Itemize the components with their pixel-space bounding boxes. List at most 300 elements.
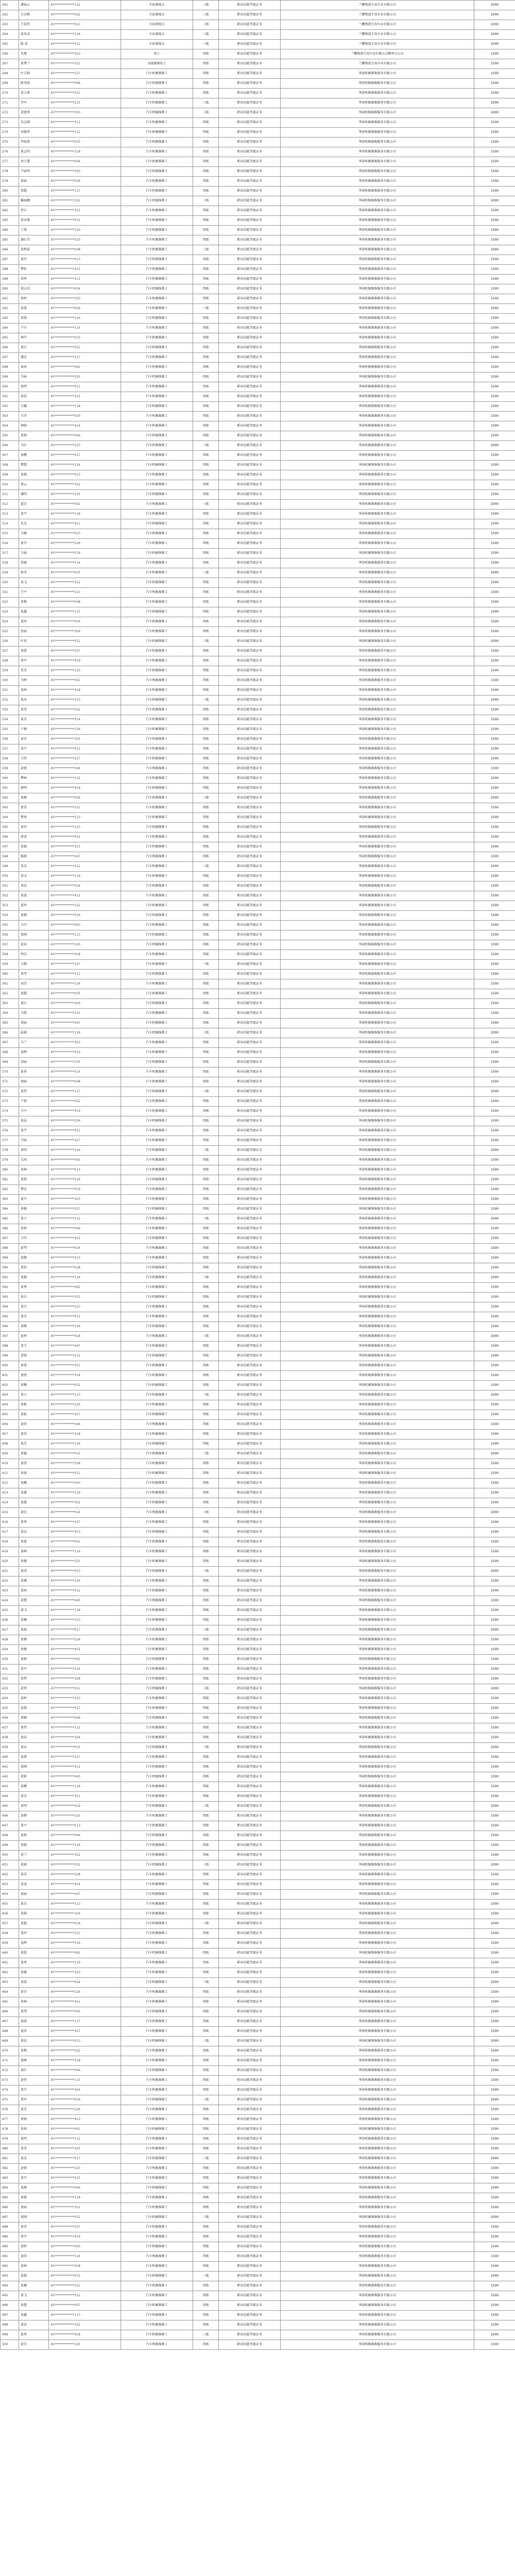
table-row xyxy=(1,1968,515,1978)
occupation-cell: 汽车机械维修工 xyxy=(121,1802,193,1811)
employer-cell: 华裕机械维修服务有限公司 xyxy=(281,1244,474,1253)
id-number-cell: 45*************514 xyxy=(49,715,121,725)
subsidy-amount-cell: 1500 xyxy=(474,372,515,382)
row-number-cell: 298 xyxy=(1,363,19,372)
id-number-cell: 45*************222 xyxy=(49,196,121,206)
id-number-cell: 45*************042 xyxy=(49,1655,121,1665)
occupation-cell: 汽车机械维修工 xyxy=(121,1841,193,1851)
occupation-cell: 汽车机械维修工 xyxy=(121,911,193,921)
certificate-type-cell: 职业技能等级证书 xyxy=(219,265,281,275)
row-number-cell: 302 xyxy=(1,402,19,412)
table-row xyxy=(1,500,515,510)
skill-level-cell: 四级 xyxy=(193,2066,219,2076)
skill-level-cell: 四级 xyxy=(193,1234,219,1244)
employer-cell: 华裕机械维修服务有限公司 xyxy=(281,1762,474,1772)
row-number-cell: 455 xyxy=(1,1900,19,1909)
table-row xyxy=(1,1322,515,1332)
row-number-cell: 450 xyxy=(1,1851,19,1860)
occupation-cell: 汽车机械维修工 xyxy=(121,1381,193,1391)
person-name-cell: 黄宏 xyxy=(19,2037,49,2046)
certificate-type-cell: 职业技能等级证书 xyxy=(219,1743,281,1753)
subsidy-amount-cell: 1500 xyxy=(474,1263,515,1273)
row-number-cell: 297 xyxy=(1,353,19,363)
row-number-cell: 361 xyxy=(1,979,19,989)
row-number-cell: 332 xyxy=(1,696,19,705)
subsidy-amount-cell: 2000 xyxy=(474,98,515,108)
id-number-cell: 45*************228 xyxy=(49,1870,121,1880)
id-number-cell: 45*************213 xyxy=(49,588,121,598)
id-number-cell: 45*************022 xyxy=(49,1097,121,1107)
person-name-cell: 黄鹏 xyxy=(19,451,49,461)
certificate-type-cell: 职业技能等级证书 xyxy=(219,1841,281,1851)
certificate-type-cell: 职业技能等级证书 xyxy=(219,656,281,666)
subsidy-amount-cell: 1500 xyxy=(474,49,515,59)
skill-level-cell: 四级 xyxy=(193,2115,219,2125)
occupation-cell: 汽车机械维修工 xyxy=(121,216,193,226)
skill-level-cell: 四级 xyxy=(193,206,219,216)
id-number-cell: 45*************022 xyxy=(49,10,121,20)
subsidy-amount-cell: 1500 xyxy=(474,1165,515,1175)
skill-level-cell: 四级 xyxy=(193,549,219,558)
row-number-cell: 303 xyxy=(1,412,19,421)
person-name-cell: 黄雅 xyxy=(19,1635,49,1645)
employer-cell: 华裕机械维修服务有限公司 xyxy=(281,627,474,637)
employer-cell: 华裕机械维修服务有限公司 xyxy=(281,2223,474,2232)
id-number-cell: 45*************045 xyxy=(49,1596,121,1606)
employer-cell: 华裕机械维修服务有限公司 xyxy=(281,1107,474,1116)
certificate-type-cell: 职业技能等级证书 xyxy=(219,2330,281,2340)
skill-level-cell: 四级 xyxy=(193,2281,219,2291)
table-row xyxy=(1,803,515,813)
skill-level-cell: 四级 xyxy=(193,1244,219,1253)
person-name-cell: 韦军 xyxy=(19,1234,49,1244)
certificate-type-cell: 职业技能等级证书 xyxy=(219,1214,281,1224)
occupation-cell: 汽车机械维修工 xyxy=(121,862,193,872)
skill-level-cell: 四级 xyxy=(193,813,219,823)
certificate-type-cell: 职业技能等级证书 xyxy=(219,1635,281,1645)
person-name-cell: 卢丽华 xyxy=(19,167,49,177)
id-number-cell: 45*************044 xyxy=(49,764,121,774)
skill-level-cell: 四级 xyxy=(193,921,219,930)
row-number-cell: 334 xyxy=(1,715,19,725)
certificate-type-cell: 职业技能等级证书 xyxy=(219,647,281,656)
row-number-cell: 370 xyxy=(1,1067,19,1077)
id-number-cell: 45*************325 xyxy=(49,735,121,744)
certificate-type-cell: 职业技能等级证书 xyxy=(219,1205,281,1214)
person-name-cell: 黄强 xyxy=(19,470,49,480)
employer-cell: 华裕机械维修服务有限公司 xyxy=(281,1596,474,1606)
skill-level-cell: 四级 xyxy=(193,1342,219,1351)
id-number-cell: 45*************033 xyxy=(49,108,121,118)
table-row xyxy=(1,842,515,852)
subsidy-amount-cell: 2000 xyxy=(474,862,515,872)
occupation-cell: 汽车机械维修工 xyxy=(121,245,193,255)
table-row xyxy=(1,1919,515,1929)
occupation-cell: 汽车机械维修工 xyxy=(121,598,193,607)
person-name-cell: 黄薇 xyxy=(19,1557,49,1567)
skill-level-cell: 四级 xyxy=(193,558,219,568)
employer-cell: 华裕机械维修服务有限公司 xyxy=(281,1841,474,1851)
table-row xyxy=(1,754,515,764)
id-number-cell: 45*************225 xyxy=(49,2340,121,2350)
certificate-type-cell: 职业技能等级证书 xyxy=(219,138,281,147)
row-number-cell: 477 xyxy=(1,2115,19,2125)
id-number-cell: 45*************046 xyxy=(49,1420,121,1430)
row-number-cell: 442 xyxy=(1,1772,19,1782)
subsidy-amount-cell: 2000 xyxy=(474,304,515,314)
row-number-cell: 351 xyxy=(1,882,19,891)
employer-cell: 华裕机械维修服务有限公司 xyxy=(281,1606,474,1616)
skill-level-cell: 四级 xyxy=(193,265,219,275)
id-number-cell: 45*************413 xyxy=(49,1528,121,1537)
skill-level-cell: 四级 xyxy=(193,255,219,265)
skill-level-cell: 四级 xyxy=(193,1459,219,1469)
certificate-type-cell: 职业技能等级证书 xyxy=(219,1371,281,1381)
employer-cell: 华裕机械维修服务有限公司 xyxy=(281,1361,474,1371)
occupation-cell: 汽车机械维修工 xyxy=(121,2086,193,2095)
row-number-cell: 294 xyxy=(1,324,19,333)
skill-level-cell: 四级 xyxy=(193,833,219,842)
skill-level-cell: 四级 xyxy=(193,138,219,147)
table-row xyxy=(1,1019,515,1028)
certificate-type-cell: 职业技能等级证书 xyxy=(219,98,281,108)
subsidy-amount-cell: 1500 xyxy=(474,1988,515,1997)
occupation-cell: 汽车机械维修工 xyxy=(121,1195,193,1205)
row-number-cell: 388 xyxy=(1,1244,19,1253)
employer-cell: 华裕机械维修服务有限公司 xyxy=(281,1371,474,1381)
table-row xyxy=(1,833,515,842)
subsidy-amount-cell: 1500 xyxy=(474,1361,515,1371)
row-number-cell: 463 xyxy=(1,1978,19,1988)
employer-cell: 华裕机械维修服务有限公司 xyxy=(281,480,474,490)
subsidy-amount-cell: 1500 xyxy=(474,2262,515,2272)
subsidy-amount-cell: 1500 xyxy=(474,2193,515,2203)
occupation-cell: 汽车机械维修工 xyxy=(121,1508,193,1518)
occupation-cell: 汽车机械维修工 xyxy=(121,979,193,989)
certificate-type-cell: 职业技能等级证书 xyxy=(219,1528,281,1537)
occupation-cell: 汽车机械维修工 xyxy=(121,1655,193,1665)
id-number-cell: 45*************014 xyxy=(49,1508,121,1518)
id-number-cell: 45*************114 xyxy=(49,2252,121,2262)
subsidy-amount-cell: 1500 xyxy=(474,882,515,891)
occupation-cell: 高级维修电工 xyxy=(121,59,193,69)
skill-level-cell: 四级 xyxy=(193,1772,219,1782)
person-name-cell: 黄霞 xyxy=(19,304,49,314)
employer-cell: 华裕机械维修服务有限公司 xyxy=(281,1097,474,1107)
table-row xyxy=(1,784,515,793)
certificate-type-cell: 职业技能等级证书 xyxy=(219,1234,281,1244)
employer-cell: 华裕机械维修服务有限公司 xyxy=(281,89,474,98)
subsidy-amount-cell: 1500 xyxy=(474,2242,515,2252)
id-number-cell: 45*************114 xyxy=(49,1665,121,1674)
occupation-cell: 汽车机械维修工 xyxy=(121,1988,193,1997)
skill-level-cell: 四级 xyxy=(193,891,219,901)
employer-cell: 华裕机械维修服务有限公司 xyxy=(281,118,474,128)
row-number-cell: 344 xyxy=(1,813,19,823)
employer-cell: 华裕机械维修服务有限公司 xyxy=(281,1528,474,1537)
subsidy-amount-cell: 1500 xyxy=(474,1704,515,1714)
table-row xyxy=(1,1107,515,1116)
employer-cell: 华裕机械维修服务有限公司 xyxy=(281,950,474,960)
certificate-type-cell: 职业技能等级证书 xyxy=(219,686,281,696)
certificate-type-cell: 职业技能等级证书 xyxy=(219,294,281,304)
subsidy-amount-cell: 1500 xyxy=(474,1048,515,1058)
skill-level-cell: 四级 xyxy=(193,226,219,235)
subsidy-amount-cell: 1500 xyxy=(474,1851,515,1860)
person-name-cell: 黄芳 xyxy=(19,1792,49,1802)
subsidy-amount-cell: 1500 xyxy=(474,1420,515,1430)
skill-level-cell: 三级 xyxy=(193,500,219,510)
id-number-cell: 45*************042 xyxy=(49,500,121,510)
row-number-cell: 366 xyxy=(1,1028,19,1038)
subsidy-amount-cell: 1500 xyxy=(474,1469,515,1479)
table-row xyxy=(1,2291,515,2301)
id-number-cell: 45*************117 xyxy=(49,187,121,196)
skill-level-cell: 四级 xyxy=(193,1596,219,1606)
row-number-cell: 312 xyxy=(1,500,19,510)
person-name-cell: 黄秀 xyxy=(19,1283,49,1293)
employer-cell: 华裕机械维修服务有限公司 xyxy=(281,1048,474,1058)
row-number-cell: 265 xyxy=(1,40,19,49)
table-row xyxy=(1,960,515,970)
occupation-cell: 汽车机械维修工 xyxy=(121,304,193,314)
occupation-cell: 汽车机械维修工 xyxy=(121,1077,193,1087)
subsidy-amount-cell: 1500 xyxy=(474,206,515,216)
employer-cell: 华裕机械维修服务有限公司 xyxy=(281,2154,474,2164)
person-name-cell: 黄琴 xyxy=(19,2007,49,2017)
skill-level-cell: 三级 xyxy=(193,304,219,314)
employer-cell: 华裕机械维修服务有限公司 xyxy=(281,823,474,833)
employer-cell: 华裕机械维修服务有限公司 xyxy=(281,1038,474,1048)
id-number-cell: 45*************412 xyxy=(49,1762,121,1772)
employer-cell: 华裕机械维修服务有限公司 xyxy=(281,1391,474,1400)
skill-level-cell: 四级 xyxy=(193,402,219,412)
person-name-cell: 黄明 xyxy=(19,1146,49,1156)
table-row xyxy=(1,637,515,647)
id-number-cell: 45*************221 xyxy=(49,2281,121,2291)
employer-cell: 华裕机械维修服务有限公司 xyxy=(281,216,474,226)
id-number-cell: 45*************018 xyxy=(49,2330,121,2340)
certificate-type-cell: 职业技能等级证书 xyxy=(219,30,281,40)
person-name-cell: 黄珊 xyxy=(19,1577,49,1586)
person-name-cell: 黄华 xyxy=(19,1684,49,1694)
id-number-cell: 45*************011 xyxy=(49,1684,121,1694)
subsidy-amount-cell: 1500 xyxy=(474,118,515,128)
row-number-cell: 497 xyxy=(1,2311,19,2320)
employer-cell: 华裕机械维修服务有限公司 xyxy=(281,735,474,744)
person-name-cell: 黄荣 xyxy=(19,1430,49,1439)
person-name-cell: 蒋英 xyxy=(19,568,49,578)
person-name-cell: 黄英 xyxy=(19,1870,49,1880)
row-number-cell: 331 xyxy=(1,686,19,696)
subsidy-amount-cell: 2000 xyxy=(474,245,515,255)
table-row xyxy=(1,607,515,617)
row-number-cell: 437 xyxy=(1,1723,19,1733)
row-number-cell: 414 xyxy=(1,1498,19,1508)
id-number-cell: 45*************211 xyxy=(49,118,121,128)
certificate-type-cell: 职业技能等级证书 xyxy=(219,852,281,862)
employer-cell: 华裕机械维修服务有限公司 xyxy=(281,519,474,529)
table-row xyxy=(1,1400,515,1410)
skill-level-cell: 三级 xyxy=(193,1273,219,1283)
row-number-cell: 401 xyxy=(1,1371,19,1381)
subsidy-amount-cell: 1500 xyxy=(474,1811,515,1821)
person-name-cell: 黄松 xyxy=(19,1410,49,1420)
person-name-cell: 黄坚 xyxy=(19,970,49,979)
table-row xyxy=(1,1733,515,1743)
employer-cell: 华裕机械维修服务有限公司 xyxy=(281,666,474,676)
person-name-cell: 黄勇 xyxy=(19,1958,49,1968)
person-name-cell: 黄伟 xyxy=(19,2076,49,2086)
certificate-type-cell: 职业技能等级证书 xyxy=(219,1929,281,1939)
employer-cell: 华裕机械维修服务有限公司 xyxy=(281,412,474,421)
employer-cell: 华裕机械维修服务有限公司 xyxy=(281,1283,474,1293)
id-number-cell: 45*************126 xyxy=(49,314,121,324)
occupation-cell: 汽车机械维修工 xyxy=(121,842,193,852)
row-number-cell: 357 xyxy=(1,940,19,950)
skill-level-cell: 四级 xyxy=(193,1116,219,1126)
table-row xyxy=(1,1674,515,1684)
occupation-cell: 汽车机械维修工 xyxy=(121,265,193,275)
row-number-cell: 418 xyxy=(1,1537,19,1547)
person-name-cell: 黄达 xyxy=(19,1508,49,1518)
table-row xyxy=(1,1361,515,1371)
table-row xyxy=(1,1577,515,1586)
employer-cell: 华裕机械维修服务有限公司 xyxy=(281,2203,474,2213)
row-number-cell: 393 xyxy=(1,1293,19,1302)
skill-level-cell: 四级 xyxy=(193,979,219,989)
subsidy-amount-cell: 1500 xyxy=(474,1674,515,1684)
table-row xyxy=(1,1782,515,1792)
certificate-type-cell: 职业技能等级证书 xyxy=(219,519,281,529)
skill-level-cell: 三级 xyxy=(193,40,219,49)
certificate-type-cell: 职业技能等级证书 xyxy=(219,813,281,823)
person-name-cell: 黄立 xyxy=(19,1214,49,1224)
subsidy-amount-cell: 1500 xyxy=(474,1870,515,1880)
table-row xyxy=(1,206,515,216)
person-name-cell: 黄梅 xyxy=(19,598,49,607)
row-number-cell: 367 xyxy=(1,1038,19,1048)
occupation-cell: 汽车机械维修工 xyxy=(121,882,193,891)
subsidy-amount-cell: 1500 xyxy=(474,1782,515,1792)
subsidy-amount-cell: 1500 xyxy=(474,324,515,333)
occupation-cell: 汽车机械维修工 xyxy=(121,715,193,725)
employer-cell: 华裕机械维修服务有限公司 xyxy=(281,470,474,480)
employer-cell: 华裕机械维修服务有限公司 xyxy=(281,1195,474,1205)
certificate-type-cell: 职业技能等级证书 xyxy=(219,1067,281,1077)
subsidy-amount-cell: 2000 xyxy=(474,1,515,10)
person-name-cell: 钟晓 xyxy=(19,421,49,431)
id-number-cell: 45*************026 xyxy=(49,793,121,803)
person-name-cell: 黄永强 xyxy=(19,216,49,226)
table-row xyxy=(1,1185,515,1195)
person-name-cell: 黄月 xyxy=(19,1302,49,1312)
table-row xyxy=(1,1508,515,1518)
row-number-cell: 475 xyxy=(1,2095,19,2105)
table-row xyxy=(1,226,515,235)
row-number-cell: 339 xyxy=(1,764,19,774)
occupation-cell: 汽车机械维修工 xyxy=(121,1577,193,1586)
certificate-type-cell: 职业技能等级证书 xyxy=(219,363,281,372)
id-number-cell: 45*************022 xyxy=(49,705,121,715)
subsidy-amount-cell: 1500 xyxy=(474,363,515,372)
skill-level-cell: 四级 xyxy=(193,823,219,833)
occupation-cell: 汽车机械维修工 xyxy=(121,353,193,363)
subsidy-amount-cell: 1500 xyxy=(474,1997,515,2007)
person-name-cell: 张丽 xyxy=(19,627,49,637)
id-number-cell: 45*************521 xyxy=(49,89,121,98)
skill-level-cell: 四级 xyxy=(193,539,219,549)
id-number-cell: 45*************126 xyxy=(49,725,121,735)
employer-cell: 华裕机械维修服务有限公司 xyxy=(281,754,474,764)
row-number-cell: 352 xyxy=(1,891,19,901)
certificate-type-cell: 职业技能等级证书 xyxy=(219,1293,281,1302)
certificate-type-cell: 职业技能等级证书 xyxy=(219,1900,281,1909)
table-row xyxy=(1,735,515,744)
person-name-cell: 梁燕 xyxy=(19,314,49,324)
person-name-cell: 黄林 xyxy=(19,1165,49,1175)
id-number-cell: 45*************048 xyxy=(49,598,121,607)
table-row xyxy=(1,1831,515,1841)
skill-level-cell: 三级 xyxy=(193,245,219,255)
skill-level-cell: 三级 xyxy=(193,98,219,108)
employer-cell: 华裕机械维修服务有限公司 xyxy=(281,1449,474,1459)
person-name-cell: 黄慧 xyxy=(19,1596,49,1606)
certificate-type-cell: 职业技能等级证书 xyxy=(219,1997,281,2007)
subsidy-amount-cell: 1500 xyxy=(474,1635,515,1645)
subsidy-amount-cell: 1500 xyxy=(474,2046,515,2056)
id-number-cell: 45*************033 xyxy=(49,333,121,343)
table-row xyxy=(1,940,515,950)
person-name-cell: 林宇 xyxy=(19,333,49,343)
certificate-type-cell: 职业技能等级证书 xyxy=(219,1753,281,1762)
skill-level-cell: 四级 xyxy=(193,490,219,500)
row-number-cell: 269 xyxy=(1,79,19,89)
skill-level-cell: 三级 xyxy=(193,1214,219,1224)
id-number-cell: 45*************513 xyxy=(49,813,121,823)
row-number-cell: 499 xyxy=(1,2330,19,2340)
employer-cell: 华裕机械维修服务有限公司 xyxy=(281,2281,474,2291)
table-row xyxy=(1,412,515,421)
table-row xyxy=(1,2311,515,2320)
employer-cell: 华裕机械维修服务有限公司 xyxy=(281,2046,474,2056)
occupation-cell: 汽车机械维修工 xyxy=(121,930,193,940)
row-number-cell: 408 xyxy=(1,1439,19,1449)
certificate-type-cell: 职业技能等级证书 xyxy=(219,1469,281,1479)
id-number-cell: 45*************225 xyxy=(49,1058,121,1067)
id-number-cell: 45*************114 xyxy=(49,558,121,568)
certificate-type-cell: 职业技能等级证书 xyxy=(219,617,281,627)
id-number-cell: 45*************114 xyxy=(49,324,121,333)
row-number-cell: 286 xyxy=(1,245,19,255)
occupation-cell: 汽车机械维修工 xyxy=(121,2301,193,2311)
person-name-cell: 宋志刚 xyxy=(19,118,49,128)
person-name-cell: 蓝珍 xyxy=(19,901,49,911)
subsidy-amount-cell: 2000 xyxy=(474,10,515,20)
skill-level-cell: 四级 xyxy=(193,1948,219,1958)
person-name-cell: 黄芬 xyxy=(19,1988,49,1997)
subsidy-amount-cell: 1500 xyxy=(474,1126,515,1136)
subsidy-amount-cell: 1500 xyxy=(474,157,515,167)
row-number-cell: 486 xyxy=(1,2203,19,2213)
person-name-cell: 黄娟 xyxy=(19,1909,49,1919)
skill-level-cell: 四级 xyxy=(193,147,219,157)
row-number-cell: 342 xyxy=(1,793,19,803)
occupation-cell: 汽车机械维修工 xyxy=(121,2311,193,2320)
id-number-cell: 45*************418 xyxy=(49,784,121,793)
subsidy-amount-cell: 1500 xyxy=(474,343,515,353)
row-number-cell: 399 xyxy=(1,1351,19,1361)
